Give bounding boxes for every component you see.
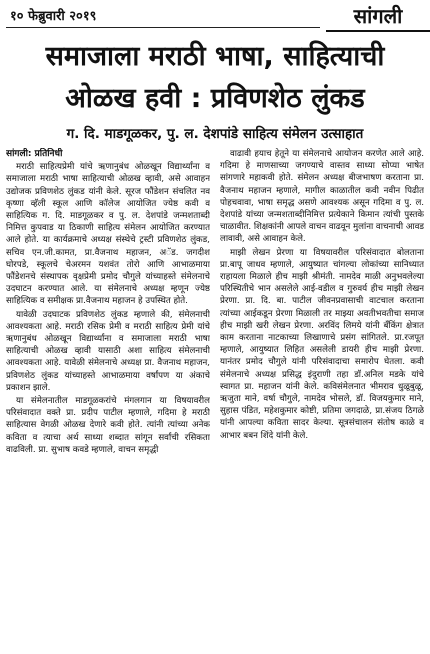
headline-line-2: ओळख हवी : प्रविणशेठ लुंकड	[65, 83, 365, 114]
article-column-left	[6, 148, 210, 648]
subheadline: ग. दि. माडगूळकर, पु. ल. देशपांडे साहित्य संमेलन उत्साहात	[66, 126, 364, 142]
paragraph: मराठी साहित्यप्रेमी यांचे ऋणानुबंध ओळखून विद्यार्थ्यांना व समाजाला मराठी भाषा साहित्याची ओळख व्हावी, असे आवाहन उद्योजक प्रविणशेठ लुंकड यांनी केले. सूरज फौंडेशन संचलित नव कृष्णा व्हॅली स्कूल आणि कॉलेज आयोजित ज्येष्ठ कवी व साहित्यिक ग. दि. माडगूळकर व पु. ल. देशपांडे जन्मशताब्दी निमित्त कुपवाड या ठिकाणी साहित्य संमेलन आयोजित करण्यात आले होते. या कार्यक्रमाचे अध्यक्ष संस्थेचे ट्रस्टी प्रविणशेठ लुंकड, सचिव एन.जी.कामत, प्रा.वैजनाथ महाजन, अॅड. जगदीश घोरपडे, स्कूलचे चेअरमन यशवंत तोरो आणि आभाळमाया फौंडेशनचे संस्थापक वृक्षप्रेमी प्रमोद चौगुले यांच्याहस्ते संमेलनाचे उदघाटन करण्यात आले. या संमेलनाचे अध्यक्ष म्हणून ज्येष्ठ साहित्यिक व समीक्षक प्रा.वैजनाथ महाजन हे उपस्थित होते.	[6, 162, 210, 307]
article-column-right	[220, 148, 424, 648]
masthead	[0, 0, 430, 32]
masthead-rule	[6, 27, 320, 28]
byline: सांगली: प्रतिनिधी	[6, 149, 63, 159]
article-body	[6, 148, 424, 648]
issue-date: १० फेब्रुवारी २०१९	[10, 9, 97, 24]
paragraph: यावेळी उदघाटक प्रविणशेठ लुंकड म्हणाले की, संमेलनाची आवश्यकता आहे. मराठी रसिक प्रेमी व मराठी साहित्य प्रेमी यांचे ऋणानुबंध ओळखून विद्यार्थ्यांना व समाजाला मराठी भाषा साहित्याची ओळख व्हावी यासाठी अशा साहित्य संमेलनाची आवश्यकता आहे. यावेळी संमेलनाचे अध्यक्ष प्रा. वैजनाथ महाजन, प्रविणशेठ लुंकड यांच्याहस्ते आभाळमाया वर्षांपण या अंकाचे प्रकाशन झाले.	[6, 309, 210, 393]
section-label: सांगली	[326, 0, 430, 32]
paragraph: माझी लेखन प्रेरणा या विषयावरील परिसंवादात बोलताना प्रा.बापू जाधव म्हणाले, आयुष्यात चांगल्या लोकांच्या सानिध्यात राहायला मिळाले हीच माझी श्रीमंती. नामदेव माळी अनुभवलेल्या परिस्थितीचे भान असलेले आई-वडील व गुरुवर्य हीच माझी लेखन प्रेरणा. प्रा. दि. बा. पाटील जीवनप्रवासाची वाटचाल करताना त्यांच्या आईकडून प्रेरणा मिळाली तर माझ्या अवतीभवतीचा समाज हीच माझी खरी लेखन प्रेरणा. अरविंद लिमये यांनी बँकिंग क्षेत्रात काम करताना नाटकाच्या लिखाणाचे प्रसंग सांगितले. प्रा.रजपूत म्हणाले, आयुष्यात लिहित असलेली डायरी हीच माझी प्रेरणा. यानंतर प्रमोद चौगुले यांनी परिसंवादाचा समारोप घेतला. कवी संमेलनाचे अध्यक्ष प्रसिद्ध इंदुराणी तहा डॉ.अनिल मडके यांचे स्वागत प्रा. महाजन यांनी केले. कविसंमेलनात भीमराव धुळूबुळू, ऋजुता माने, वर्षा चौगुले, नामदेव भोसले, डॉ. विजयकुमार माने, सुहास पंडित, महेशकुमार कोष्टी, प्रतिमा जगदाळे, प्रा.संजय ठिगळे यांनी आपल्या कविता सादर केल्या. सूत्रसंचालन संतोष काळे व आभार बबन शिंदे यांनी केले.	[220, 247, 424, 441]
headline	[6, 36, 424, 120]
headline-line-1: समाजाला मराठी भाषा, साहित्याची	[45, 41, 385, 72]
paragraph: या संमेलनातील माडगूळकरांचे मंगलगान या विषयावरील परिसंवादात वक्ते प्रा. प्रदीप पाटील म्हणाले, गदिमा हे मराठी साहित्यास वेगळी ओळख देणारे कवी होते. त्यांनी त्यांच्या अनेक कविता व त्याचा अर्थ साध्या शब्दात सांगून सर्वांची रसिकता वाढविली. प्रा. सुभाष कवडे म्हणाले, वाचन समृद्धी	[6, 396, 210, 455]
paragraph: वाढावी हयाच हेतूने या संमेलनाचे आयोजन करणेत आले आहे. गदिमा हे माणसाच्या जगण्याचे वास्तव साध्या सोप्या भाषेत सांगणारे महाकवी होते. संमेलन अध्यक्ष बीजभाषण करताना प्रा. वैजनाथ महाजन म्हणाले, मागील काळातील कवी नवीन पिढीत पोहचवावा, भाषा समृद्ध असणे आवश्यक असून गदिमा व पु. ल. देशपांडे यांच्या जन्मशताब्दीनिमित्त प्रत्येकाने किमान त्यांची पुस्तके चाळावीत. शिक्षकांनी आपले वाचन वाढवून मुलांना वाचनाची आवड लावावी, असे आवाहन केले.	[220, 149, 424, 245]
